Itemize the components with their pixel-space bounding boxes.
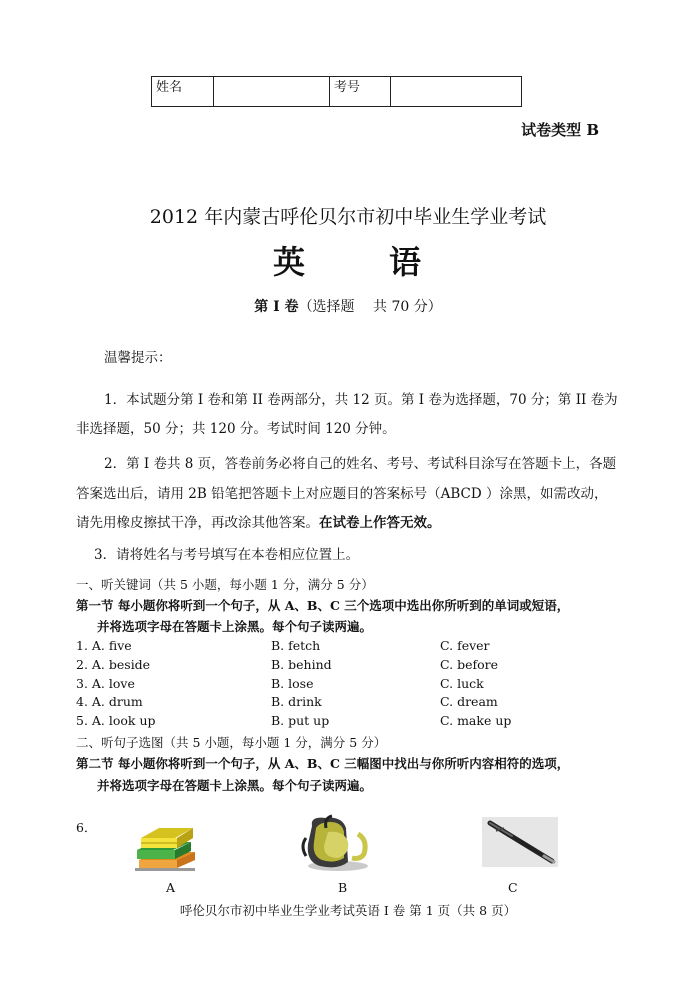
q1-option-b: B. fetch [271,638,321,653]
notice-item2-text: 请先用橡皮擦拭干净，再改涂其他答案。 [76,515,319,531]
schoolbag-icon [298,814,372,872]
q4-option-c: C. dream [440,694,498,709]
candidate-info-table [151,76,522,107]
exam-title: 2012 年内蒙古呼伦贝尔市初中毕业生学业考试 [149,206,547,228]
q2-option-c: C. before [440,657,498,672]
picture-b-label: B [338,880,348,895]
picture-a-label: A [166,880,176,895]
part2-heading: 二、听句子选图（共 5 小题，每小题 1 分，满分 5 分） [76,735,387,750]
number-label: 考号 [330,77,391,107]
notice-item3: 3．请将姓名与考号填写在本卷相应位置上。 [94,547,360,563]
notice-item2-line3 [76,508,441,538]
number-field[interactable] [391,77,522,107]
name-field[interactable] [214,77,330,107]
pen-icon [482,817,558,867]
q5-option-c: C. make up [440,713,512,728]
volume-label: 第 I 卷 [254,299,299,315]
subject-char-1: 英 [272,243,307,281]
notice-item2-line1: 2．第 I 卷共 8 页，答卷前务必将自己的姓名、考号、考试科目涂写在答题卡上，各题 [104,456,617,472]
q3-option-a: 3. A. love [76,676,135,691]
q6-label: 6． [76,820,97,835]
volume-title [0,296,696,316]
notice-heading: 温馨提示： [104,350,172,366]
notice-warning: 在试卷上作答无效。 [319,515,441,531]
part2-section-line2: 并将选项字母在答题卡上涂黑。每个句子读两遍。 [97,778,373,793]
q4-option-b: B. drink [271,694,322,709]
part1-heading: 一、听关键词（共 5 小题，每小题 1 分，满分 5 分） [76,577,374,592]
notice-item1-line1: 1．本试题分第 I 卷和第 II 卷两部分，共 12 页。第 I 卷为选择题，70 分；第 II 卷为 [104,392,618,408]
q2-option-a: 2. A. beside [76,657,151,672]
paper-type: 试卷类型 B [521,121,599,139]
part1-section-line2: 并将选项字母在答题卡上涂黑。每个句子读两遍。 [97,619,373,634]
notice-item1-line2: 非选择题，50 分；共 120 分。考试时间 120 分钟。 [76,421,396,437]
q2-option-b: B. behind [271,657,332,672]
q3-option-b: B. lose [271,676,314,691]
name-label: 姓名 [152,77,214,107]
page-footer: 呼伦贝尔市初中毕业生学业考试英语 I 卷 第 1 页（共 8 页） [179,903,517,918]
books-icon [133,818,203,874]
q5-option-b: B. put up [271,713,330,728]
notice-item2-line2: 答案选出后，请用 2B 铅笔把答题卡上对应题目的答案标号（ABCD ）涂黑，如需改动， [76,486,608,502]
q1-option-a: 1. A. five [76,638,132,653]
q5-option-a: 5. A. look up [76,713,156,728]
subject-title [0,237,696,283]
q3-option-c: C. luck [440,676,484,691]
part2-section-line1: 第二节 每小题你将听到一个句子，从 A、B、C 三幅图中找出与你所听内容相符的选项， [76,756,570,771]
q4-option-a: 4. A. drum [76,694,143,709]
subject-char-2: 语 [389,243,424,281]
volume-desc: （选择题 共 70 分） [298,299,442,315]
q1-option-c: C. fever [440,638,490,653]
part1-section-line1: 第一节 每小题你将听到一个句子，从 A、B、C 三个选项中选出你所听到的单词或短语， [76,598,570,613]
picture-c-label: C [508,880,518,895]
